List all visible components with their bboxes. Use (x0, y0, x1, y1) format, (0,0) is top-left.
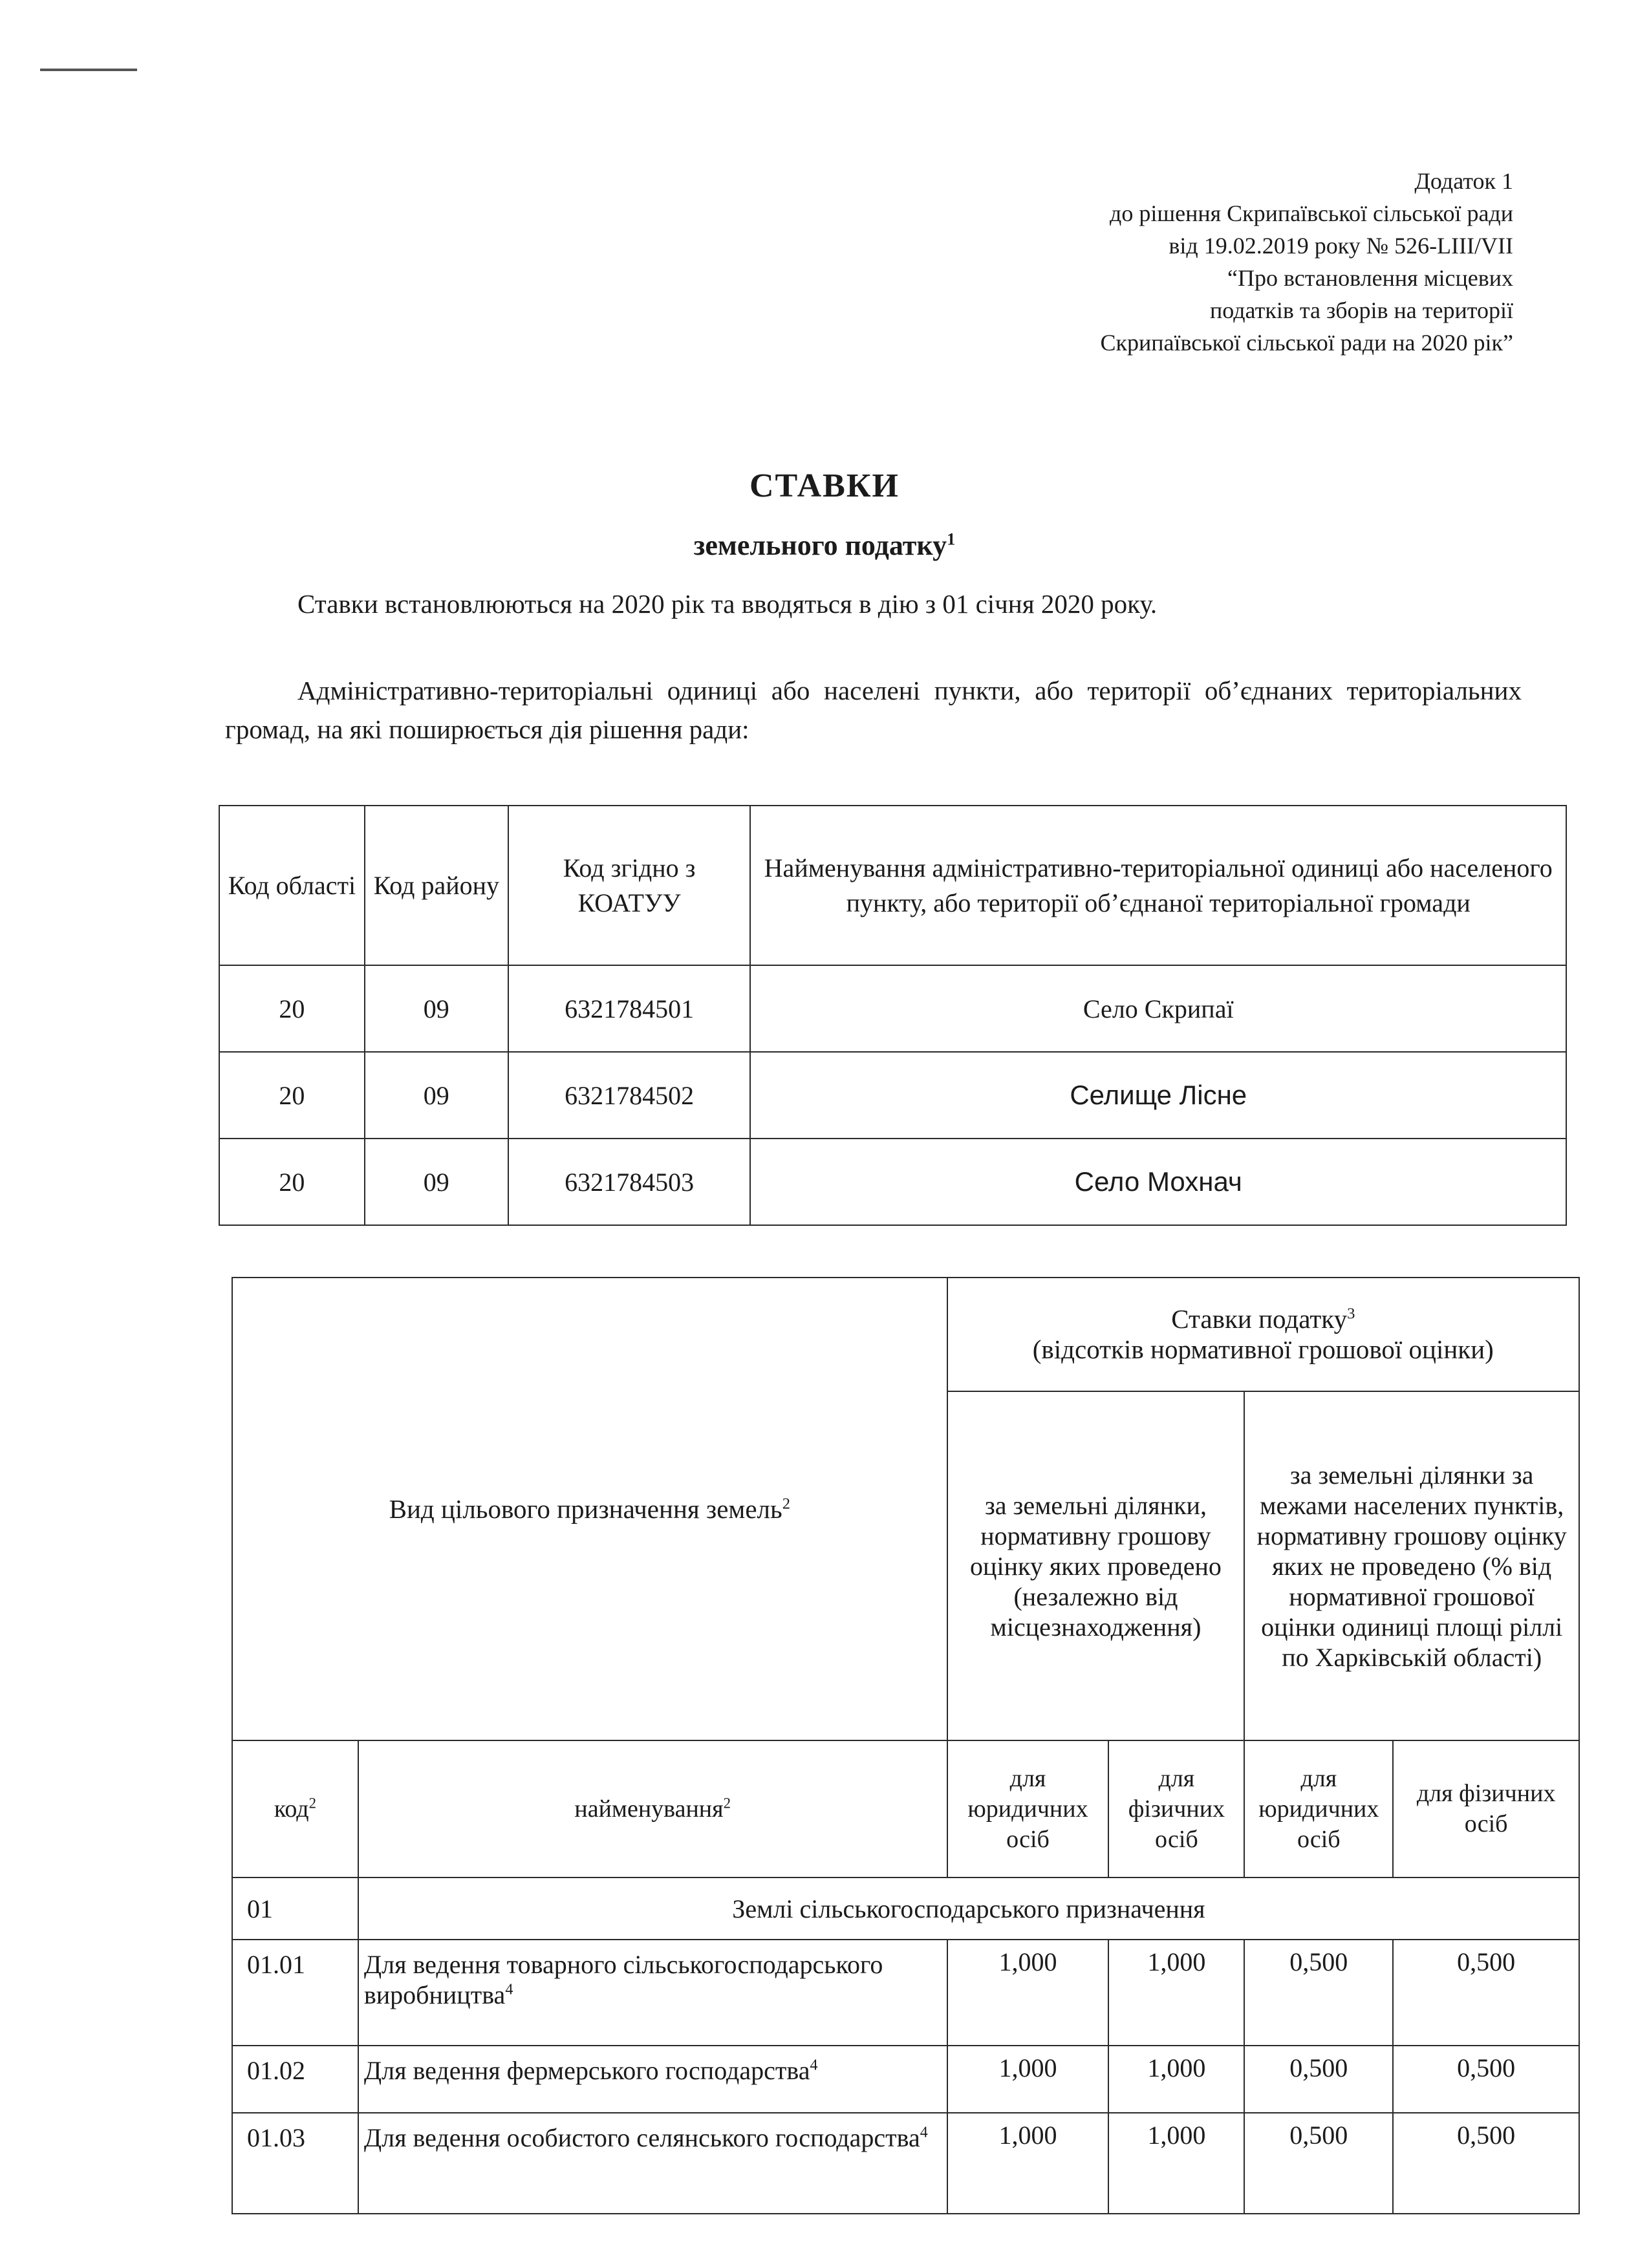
purpose-header (232, 1278, 947, 1740)
section-code: 01 (232, 1878, 358, 1940)
footnote-mark: 4 (505, 1981, 513, 1998)
header-unit-name: Найменування адміністративно-територіальної одиниці або населеного пункту, або території об’єднаної територіальної громади (750, 806, 1566, 965)
rate-value: 1,000 (947, 2046, 1109, 2113)
rate-value: 0,500 (1244, 2113, 1393, 2214)
purpose-code: 01.01 (232, 1940, 358, 2046)
legal-entities-header: для юридичних осіб (1244, 1740, 1393, 1878)
section-name: Землі сільськогосподарського призначення (358, 1878, 1579, 1940)
rates-header (947, 1278, 1579, 1391)
appendix-block (1100, 165, 1513, 359)
table-row (219, 1052, 1566, 1139)
unit-name: Село Скрипаї (750, 965, 1566, 1052)
individuals-header: для фізичних осіб (1393, 1740, 1579, 1878)
purpose-name (358, 2113, 947, 2214)
code-header-text: код (274, 1795, 309, 1823)
legal-entities-header: для юридичних осіб (947, 1740, 1109, 1878)
footnote-mark: 2 (308, 1794, 317, 1811)
rate-value: 1,000 (1108, 2046, 1244, 2113)
rate-value: 0,500 (1393, 2046, 1579, 2113)
footnote-mark: 3 (1347, 1305, 1355, 1323)
district-code: 09 (365, 1052, 508, 1139)
name-header-text: найменування (574, 1795, 724, 1823)
purpose-name (358, 1940, 947, 2046)
rates-header-row (232, 1278, 1579, 1391)
rate-value: 0,500 (1393, 2113, 1579, 2214)
koatuu-code: 6321784502 (508, 1052, 751, 1139)
table-row (219, 1139, 1566, 1225)
rate-value: 1,000 (1108, 1940, 1244, 2046)
district-code: 09 (365, 965, 508, 1052)
header-koatuu: Код згідно з КОАТУУ (508, 806, 751, 965)
rates-table (232, 1277, 1580, 2214)
name-header (358, 1740, 947, 1878)
footnote-mark: 4 (920, 2124, 928, 2141)
purpose-header-text: Вид цільового призначення земель (389, 1493, 782, 1524)
purpose-code: 01.03 (232, 2113, 358, 2214)
section-row (232, 1878, 1579, 1940)
header-region-code: Код області (219, 806, 365, 965)
column-header-row (232, 1740, 1579, 1878)
units-table-header (219, 806, 1566, 965)
assessed-header: за земельні ділянки, нормативну грошову оцінку яких проведено (незалежно від місцезнаходження) (947, 1391, 1245, 1740)
units-paragraph: Адміністративно-територіальні одиниці або населені пункти, або території об’єднаних територіальних громад, на які поширюється дія рішення ради: (225, 676, 1522, 744)
units-table (219, 805, 1567, 1226)
purpose-name-text: Для ведення фермерського господарства (363, 2056, 810, 2085)
rate-value: 0,500 (1244, 1940, 1393, 2046)
margin-mark (40, 69, 137, 71)
rates-subheader-text: (відсотків нормативної грошової оцінки) (1032, 1334, 1494, 1364)
rate-value: 1,000 (1108, 2113, 1244, 2214)
purpose-name (358, 2046, 947, 2113)
unit-name: Село Мохнач (750, 1139, 1566, 1225)
rate-value: 0,500 (1244, 2046, 1393, 2113)
unit-name: Селище Лісне (750, 1052, 1566, 1139)
region-code: 20 (219, 965, 365, 1052)
footnote-mark: 1 (947, 529, 956, 549)
document-title: СТАВКИ (749, 467, 900, 504)
table-row (232, 2046, 1579, 2113)
region-code: 20 (219, 1052, 365, 1139)
purpose-code: 01.02 (232, 2046, 358, 2113)
purpose-name-text: Для ведення особистого селянського господарства (363, 2123, 920, 2152)
district-code: 09 (365, 1139, 508, 1225)
appendix-line: до рішення Скрипаївської сільської ради (1110, 200, 1513, 226)
appendix-line: від 19.02.2019 року № 526-LIII/VII (1169, 233, 1513, 259)
footnote-mark: 2 (723, 1794, 731, 1811)
table-row (219, 965, 1566, 1052)
appendix-line: податків та зборів на території (1210, 297, 1513, 323)
code-header (232, 1740, 358, 1878)
appendix-line: “Про встановлення місцевих (1227, 265, 1513, 291)
header-district-code: Код району (365, 806, 508, 965)
individuals-header: для фізичних осіб (1108, 1740, 1244, 1878)
rate-value: 0,500 (1393, 1940, 1579, 2046)
appendix-line: Додаток 1 (1414, 168, 1513, 194)
subtitle-text: земельного податку (693, 530, 947, 561)
koatuu-code: 6321784503 (508, 1139, 751, 1225)
document-subtitle (0, 529, 1649, 562)
table-row (232, 2113, 1579, 2214)
rate-value: 1,000 (947, 1940, 1109, 2046)
footnote-mark: 2 (782, 1494, 790, 1512)
purpose-name-text: Для ведення товарного сільськогосподарського виробництва (363, 1950, 883, 2009)
rates-header-text: Ставки податку (1171, 1304, 1348, 1334)
appendix-line: Скрипаївської сільської ради на 2020 рік” (1100, 330, 1513, 356)
table-row (232, 1940, 1579, 2046)
region-code: 20 (219, 1139, 365, 1225)
koatuu-code: 6321784501 (508, 965, 751, 1052)
intro-text: Ставки встановлюються на 2020 рік та вводяться в дію з 01 січня 2020 року. (297, 589, 1158, 619)
unassessed-header: за земельні ділянки за межами населених пунктів, нормативну грошову оцінку яких не проведено (% від нормативної грошової оцінки одиниці площі ріллі по Харківській області) (1244, 1391, 1579, 1740)
rate-value: 1,000 (947, 2113, 1109, 2214)
footnote-mark: 4 (810, 2057, 818, 2074)
